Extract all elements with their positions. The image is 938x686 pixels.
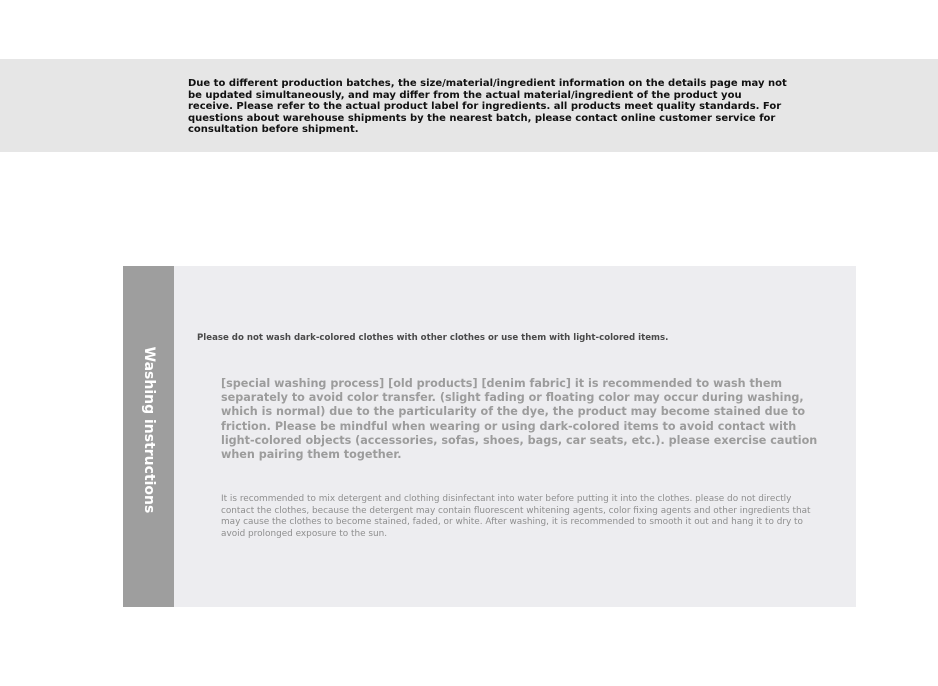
notice-text: Due to different production batches, the size/material/ingredient information on the details page may not be updated simultaneously, and may differ from the actual material/ingredient of the product you receive. Please refer to the actual product label for ingredients. all products meet quality standards. For questions about warehouse shipments by the nearest batch, please contact online customer service for consultation before shipment.	[188, 78, 787, 135]
special-washing-process-text: [special washing process] [old products] [denim fabric] it is recommended to wash them separately to avoid color transfer. (slight fading or floating color may occur during washing, which is normal) due to the particularity of the dye, the product may become stained due to friction. Please be mindful when wearing or using dark-colored items to avoid contact with light-colored objects (accessories, sofas, shoes, bags, car seats, etc.). please exercise caution when pairing them together.	[221, 377, 818, 462]
washing-instructions-title: Washing instructions	[140, 346, 157, 514]
washing-instructions-sidebar	[123, 266, 174, 607]
washing-instructions-panel	[123, 266, 856, 607]
dark-clothes-warning: Please do not wash dark-colored clothes with other clothes or use them with light-colored items.	[197, 333, 669, 343]
detergent-advice-text: It is recommended to mix detergent and clothing disinfectant into water before putting it into the clothes. please do not directly contact the clothes, because the detergent may contain fluorescent whitening agents, color fixing agents and other ingredients that may cause the clothes to become stained, faded, or white. After washing, it is recommended to smooth it out and hang it to dry to avoid prolonged exposure to the sun.	[221, 494, 811, 539]
notice-banner	[0, 59, 938, 152]
